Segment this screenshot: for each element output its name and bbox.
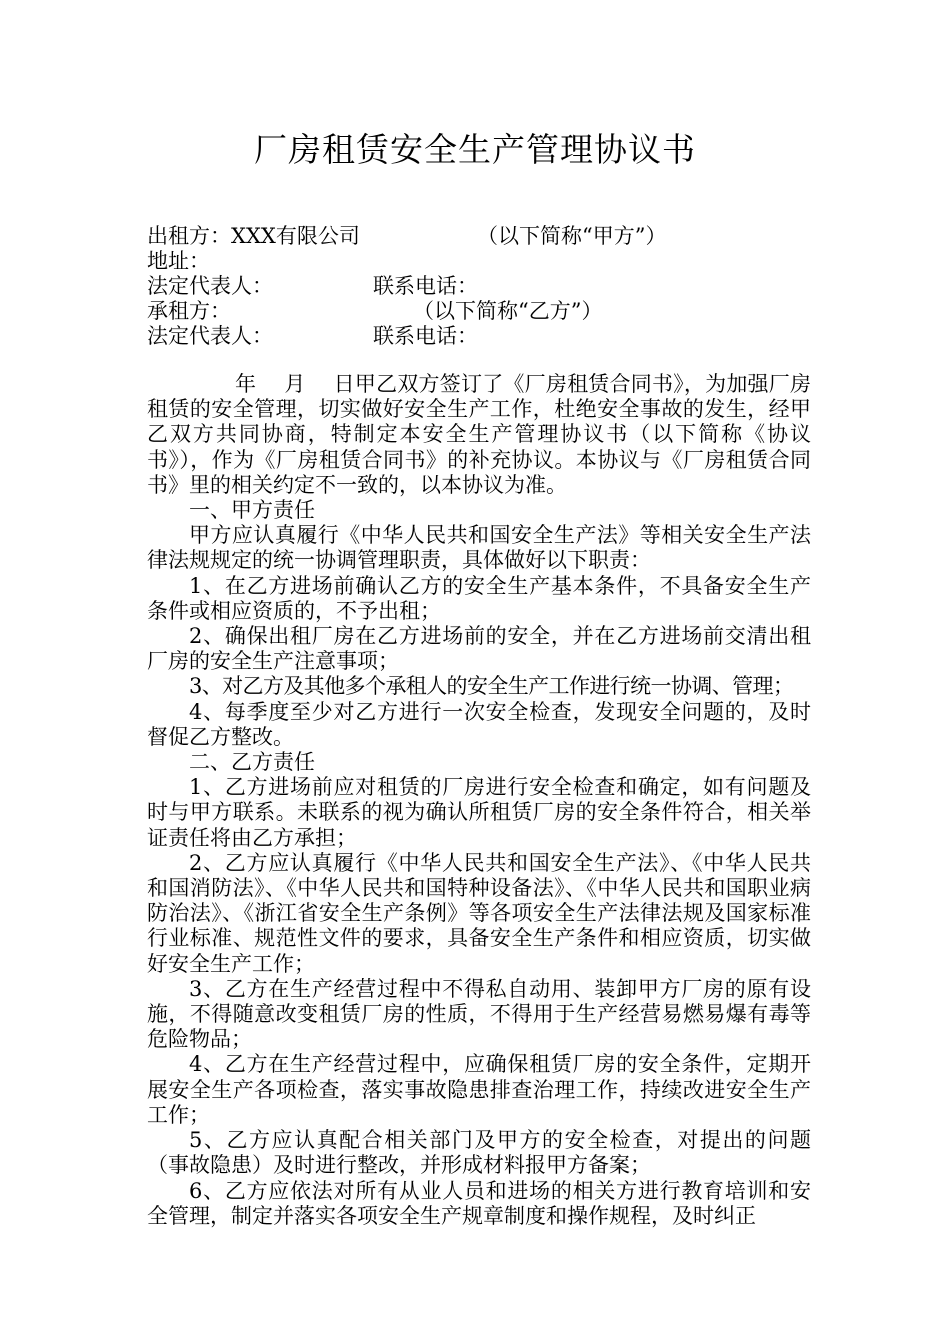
- list-item: 1、乙方进场前应对租赁的厂房进行安全检查和确定，如有问题及时与甲方联系。未联系的视为确认所租赁厂房的安全条件符合，相关举证责任将由乙方承担；: [147, 775, 811, 850]
- intro-paragraph: 年 月 日甲乙双方签订了《厂房租赁合同书》，为加强厂房租赁的安全管理，切实做好安全生产工作，杜绝安全事故的发生，经甲乙双方共同协商，特制定本安全生产管理协议书（以下简称《协议书》），作为《厂房租赁合同书》的补充协议。本协议与《厂房租赁合同书》里的相关约定不一致的，以本协议为准。: [147, 372, 811, 497]
- lessee-phone-label: 联系电话：: [373, 324, 478, 348]
- party-info: [147, 224, 827, 349]
- agreement-body: [147, 372, 811, 1229]
- list-item: 4、乙方在生产经营过程中，应确保租赁厂房的安全条件，定期开展安全生产各项检查，落实事故隐患排查治理工作，持续改进安全生产工作；: [147, 1052, 811, 1127]
- lessor-phone-label: 联系电话：: [373, 274, 478, 298]
- section-heading: 一、甲方责任: [189, 498, 315, 523]
- list-item: 2、确保出租厂房在乙方进场前的安全，并在乙方进场前交清出租厂房的安全生产注意事项；: [147, 624, 811, 674]
- lessor-line: [147, 224, 827, 249]
- lessee-short-name: （以下简称“乙方”）: [413, 299, 603, 323]
- lessee-legal-rep-label: 法定代表人：: [147, 324, 273, 348]
- address-line: [147, 249, 827, 274]
- list-item: 3、对乙方及其他多个承租人的安全生产工作进行统一协调、管理；: [189, 674, 794, 699]
- list-item: 2、乙方应认真履行《中华人民共和国安全生产法》、《中华人民共和国消防法》、《中华人民共和国特种设备法》、《中华人民共和国职业病防治法》、《浙江省安全生产条例》等各项安全生产法律法规及国家标准行业标准、规范性文件的要求，具备安全生产条件和相应资质，切实做好安全生产工作；: [147, 850, 811, 976]
- lessee-line: [147, 299, 827, 324]
- list-item: 4、每季度至少对乙方进行一次安全检查，发现安全问题的，及时督促乙方整改。: [147, 699, 811, 749]
- lessor-legal-rep-label: 法定代表人：: [147, 274, 273, 298]
- document-title: 厂房租赁安全生产管理协议书: [254, 130, 696, 169]
- address-label: 地址：: [147, 249, 210, 273]
- list-item: 1、在乙方进场前确认乙方的安全生产基本条件，不具备安全生产条件或相应资质的，不予出租；: [147, 573, 811, 623]
- paragraph: 甲方应认真履行《中华人民共和国安全生产法》等相关安全生产法律法规规定的统一协调管理职责，具体做好以下职责：: [147, 523, 811, 573]
- lessor-rep-line: [147, 274, 827, 299]
- lessee-rep-line: [147, 324, 827, 349]
- list-item: 3、乙方在生产经营过程中不得私自动用、装卸甲方厂房的原有设施，不得随意改变租赁厂房的性质，不得用于生产经营易燃易爆有毒等危险物品；: [147, 976, 811, 1052]
- list-item: 5、乙方应认真配合相关部门及甲方的安全检查，对提出的问题（事故隐患）及时进行整改，并形成材料报甲方备案；: [147, 1128, 811, 1178]
- list-item: 6、乙方应依法对所有从业人员和进场的相关方进行教育培训和安全管理，制定并落实各项安全生产规章制度和操作规程，及时纠正: [147, 1178, 811, 1228]
- lessor-short-name: （以下简称“甲方”）: [477, 224, 667, 248]
- section-heading: 二、乙方责任: [189, 750, 315, 775]
- lessor-label: 出租方：XXX有限公司: [147, 224, 360, 248]
- lessee-label: 承租方：: [147, 299, 231, 323]
